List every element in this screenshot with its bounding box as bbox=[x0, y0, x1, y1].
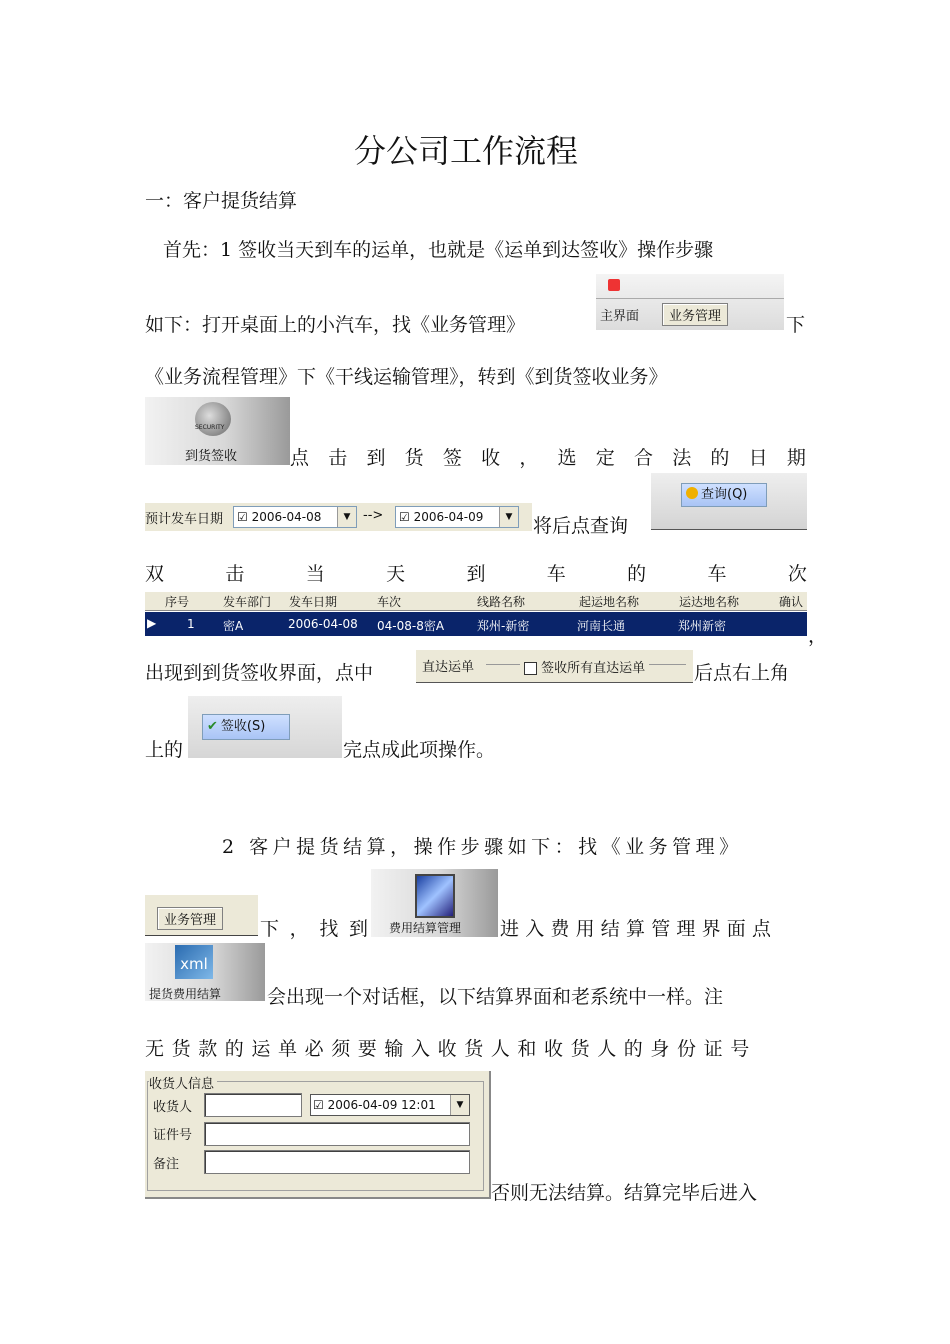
paragraph-2-line-4: 无货款的运单必须要输入收货人和收货人的身份证号 bbox=[145, 1038, 757, 1060]
paragraph-1-line-1: 首先：1 签收当天到车的运单，也就是《运单到达签收》操作步骤 bbox=[163, 239, 714, 261]
date-from-combo[interactable]: ☑ 2006-04-08 ▼ bbox=[233, 506, 357, 528]
paragraph-1-line-6: 双 击 当 天 到 车 的 车 次 bbox=[145, 563, 807, 585]
consignee-name-label: 收货人 bbox=[153, 1100, 193, 1115]
section-heading-1: 一：客户提货结算 bbox=[145, 190, 298, 212]
paragraph-2-line-2: 下 ， 找 到 bbox=[260, 918, 368, 940]
paragraph-1-line-8-end: 完点成此项操作。 bbox=[343, 739, 496, 761]
sign-button[interactable]: ✔ 签收(S) bbox=[202, 714, 290, 740]
note-label: 备注 bbox=[153, 1157, 180, 1172]
chevron-down-icon[interactable]: ▼ bbox=[499, 507, 518, 527]
consignee-group-title: 收货人信息 bbox=[149, 1073, 217, 1092]
menu-tab-main[interactable]: 主界面 bbox=[600, 309, 640, 324]
consignee-datetime-combo[interactable]: ☑ 2006-04-09 12:01 ▼ bbox=[310, 1094, 470, 1116]
app-icon bbox=[608, 279, 620, 291]
table-row[interactable]: ▶ 1 密A 2006-04-08 04-08-8密A 郑州-新密 河南长通 郑州新密 bbox=[145, 612, 807, 636]
paragraph-2-line-1: 2 客户提货结算，操作步骤如下：找《业务管理》 bbox=[222, 836, 743, 858]
xml-icon: xml bbox=[175, 945, 213, 979]
checkmark-icon: ✔ bbox=[207, 719, 218, 734]
menubar-screenshot bbox=[596, 274, 784, 330]
date-range-label: 预计发车日期 bbox=[145, 512, 224, 527]
paragraph-1-line-5: 将后点查询 bbox=[533, 515, 629, 537]
id-number-label: 证件号 bbox=[153, 1128, 193, 1143]
consignee-name-input[interactable] bbox=[204, 1093, 302, 1117]
direct-waybill-screenshot bbox=[416, 650, 693, 683]
fee-settlement-label[interactable]: 费用结算管理 bbox=[389, 921, 462, 935]
date-to-combo[interactable]: ☑ 2006-04-09 ▼ bbox=[395, 506, 519, 528]
sign-button-screenshot bbox=[188, 696, 342, 758]
fee-settlement-icon-screenshot bbox=[371, 869, 498, 937]
query-button-screenshot bbox=[651, 473, 807, 530]
chevron-down-icon[interactable]: ▼ bbox=[337, 507, 356, 527]
pickup-fee-label[interactable]: 提货费用结算 bbox=[149, 987, 222, 1001]
date-range-screenshot: 预计发车日期 ☑ 2006-04-08 ▼ --> ☑ 2006-04-09 ▼ bbox=[145, 503, 532, 531]
paragraph-2-line-3: 会出现一个对话框，以下结算界面和老系统中一样。注 bbox=[267, 986, 724, 1008]
paragraph-1-line-8: 上的 bbox=[145, 739, 184, 761]
note-input[interactable] bbox=[204, 1150, 470, 1174]
direct-waybill-label: 直达运单 bbox=[422, 660, 475, 675]
paragraph-1-line-7-end: 后点右上角 bbox=[694, 662, 790, 684]
paragraph-1-line-2-end: 下 bbox=[786, 314, 806, 336]
chevron-down-icon[interactable]: ▼ bbox=[450, 1095, 469, 1115]
security-lock-icon: SECURITY bbox=[195, 402, 231, 436]
paragraph-1-line-3: 《业务流程管理》下《干线运输管理》，转到《到货签收业务》 bbox=[145, 366, 668, 388]
paragraph-2-line-5: 否则无法结算。结算完毕后进入 bbox=[491, 1182, 758, 1204]
pickup-fee-icon-screenshot bbox=[145, 943, 265, 1001]
fee-settlement-icon bbox=[415, 874, 455, 918]
page-title: 分公司工作流程 bbox=[354, 132, 579, 170]
business-menu-tab[interactable]: 业务管理 bbox=[157, 907, 223, 930]
search-icon bbox=[686, 487, 698, 499]
paragraph-1-line-7: 出现到到货签收界面，点中 bbox=[145, 662, 374, 684]
waybill-grid-screenshot bbox=[145, 592, 807, 642]
grid-header: 序号 发车部门 发车日期 车次 线路名称 起运地名称 运达地名称 确认 bbox=[145, 592, 807, 611]
paragraph-1-line-2: 如下：打开桌面上的小汽车，找《业务管理》 bbox=[145, 314, 526, 336]
sign-all-direct-checkbox[interactable]: 签收所有直达运单 bbox=[520, 657, 649, 676]
paragraph-2-line-2-end: 进入费用结算管理界面点 bbox=[500, 918, 778, 940]
sign-receipt-icon-screenshot bbox=[145, 397, 290, 465]
menu-tab-business[interactable]: 业务管理 bbox=[662, 303, 728, 326]
paragraph-1-line-4: 点 击 到 货 签 收 ， 选 定 合 法 的 日 期 bbox=[290, 447, 806, 469]
id-number-input[interactable] bbox=[204, 1122, 470, 1146]
business-menu-screenshot bbox=[145, 895, 258, 936]
row-pointer-icon: ▶ bbox=[147, 616, 157, 630]
query-button[interactable]: 查询(Q) bbox=[681, 483, 767, 507]
consignee-info-screenshot bbox=[145, 1071, 491, 1199]
trailing-comma: ， bbox=[808, 625, 828, 647]
sign-receipt-label[interactable]: 到货签收 bbox=[185, 449, 238, 464]
